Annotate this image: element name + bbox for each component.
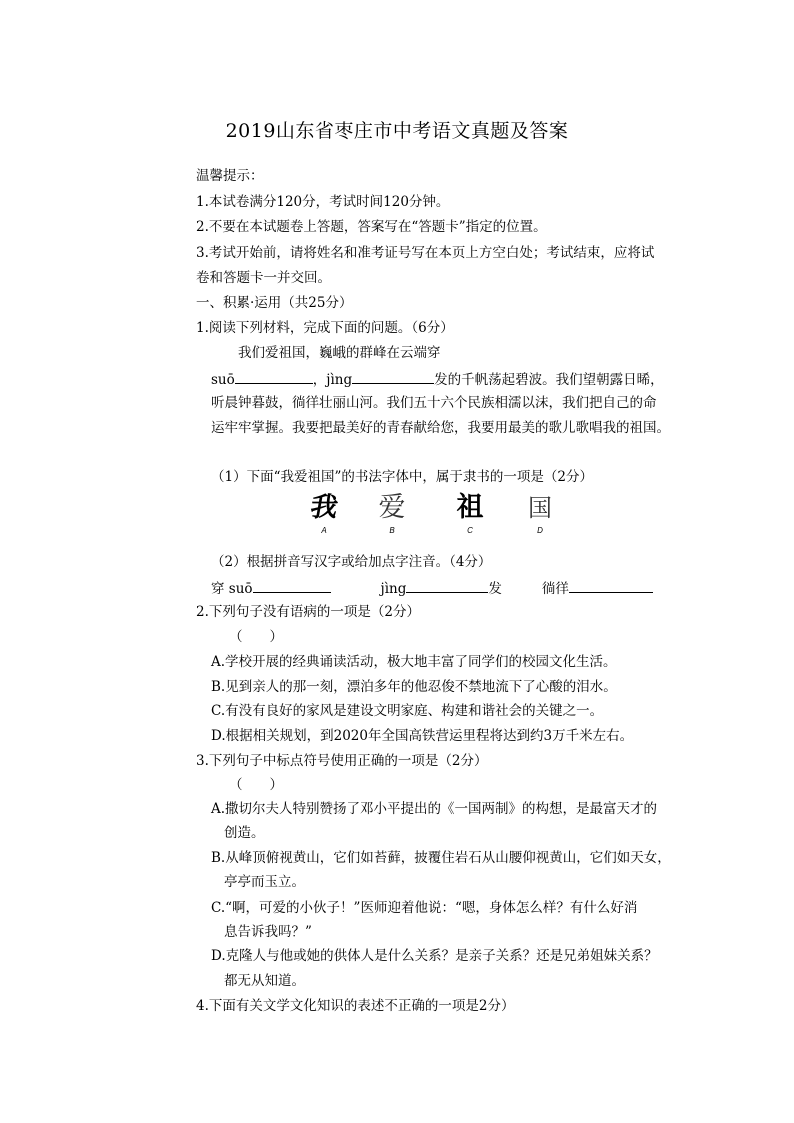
q2-option-c: C.有没有良好的家风是建设文明家庭、构建和谐社会的关键之一。 [211,703,604,719]
q2-option-a: A.学校开展的经典诵读活动，极大地丰富了同学们的校园文化生活。 [211,654,617,670]
calligraphy-option-b [362,492,422,535]
option-label: C [467,526,473,535]
notice-item-2: 2.不要在本试题卷上答题，答案写在“答题卡”指定的位置。 [196,219,547,235]
fill-label-fa: 发 [488,581,502,597]
q3-option-a-cont: 创造。 [224,825,265,841]
q3-option-a: A.撒切尔夫人特别赞扬了邓小平提出的《一国两制》的构想，是最富天才的 [211,801,658,817]
pinyin-jing: ，jìng [312,372,353,388]
q2-stem: 2.下列句子没有语病的一项是（2分） [196,604,420,620]
q3-option-b-cont: 亭亭而玉立。 [224,874,305,890]
answer-blank-changyang[interactable] [569,578,653,593]
q1-sub2: （2）根据拼音写汉字或给加点字注音。（4分） [211,554,492,570]
q1-passage-line-2 [211,369,664,389]
fill-label-jing: jìng [380,581,407,597]
option-label: B [389,526,395,535]
section-heading: 一、积累·运用（共25分） [196,295,353,311]
q2-option-d: D.根据相关规划，到2020年全国高铁营运里程将达到约3万千米左右。 [211,728,634,744]
calligraphy-option-a [294,492,354,535]
q3-option-c: C.“啊，可爱的小伙子！”医师迎着他说：“嗯，身体怎么样？有什么好消 [211,900,638,916]
calligraphy-option-c [440,492,500,535]
calligraphy-option-d [510,492,570,535]
q1-fill-line [211,578,653,598]
calligraphy-char: 国 [528,494,552,522]
calligraphy-char: 我 [307,492,341,523]
fill-label-changyang: 徜徉 [541,581,569,597]
q2-answer-paren: （ ） [229,629,283,645]
notice-item-3: 3.考试开始前，请将姓名和准考证号写在本页上方空白处；考试结束，应将试 [196,245,655,261]
q1-stem: 1.阅读下列材料，完成下面的问题。（6分） [196,320,454,336]
answer-blank-suo-2[interactable] [253,578,331,593]
calligraphy-char: 爱 [378,492,406,523]
q1-passage-line-3: 听晨钟暮鼓，徜徉壮丽山河。我们五十六个民族相濡以沫，我们把自己的命 [211,395,657,411]
answer-blank-jing[interactable] [352,369,434,384]
q3-answer-paren: （ ） [229,777,283,793]
q3-stem: 3.下列句子中标点符号使用正确的一项是（2分） [196,753,488,769]
q4-stem: 4.下面有关文学文化知识的表述不正确的一项是2分） [196,998,515,1014]
option-label: D [537,526,543,535]
q1-sub1: （1）下面“我爱祖国”的书法字体中，属于隶书的一项是（2分） [211,469,593,485]
notice-heading: 温馨提示： [196,168,264,184]
q1-passage-line-4: 运牢牢掌握。我要把最美好的青春献给您，我要用最美的歌儿歌唱我的祖国。 [211,420,670,436]
q3-option-b: B.从峰顶俯视黄山，它们如苔藓，披覆住岩石从山腰仰视黄山，它们如天女， [211,850,671,866]
fill-label-suo: 穿 suō [211,581,253,597]
pinyin-suo: suō [211,372,235,388]
q3-option-d: D.克隆人与他或她的供体人是什么关系？是亲子关系？还是兄弟姐妹关系？ [211,948,658,964]
q1-passage-line-1: 我们爱祖国，巍峨的群峰在云端穿 [238,345,441,361]
option-label: A [321,526,327,535]
q2-option-b: B.见到亲人的那一刻，漂泊多年的他忍俊不禁地流下了心酸的泪水。 [211,679,617,695]
q3-option-d-cont: 都无从知道。 [224,973,305,989]
calligraphy-char: 祖 [456,492,484,523]
notice-item-3-cont: 卷和答题卡一并交回。 [196,270,331,286]
page-title: 2019山东省枣庄市中考语文真题及答案 [225,120,569,142]
notice-item-1: 1.本试卷满分120分，考试时间120分钟。 [196,194,450,210]
passage-text: 发的千帆荡起碧波。我们望朝露日晞， [434,372,664,388]
answer-blank-suo[interactable] [235,369,313,384]
answer-blank-jing-2[interactable] [406,578,488,593]
q3-option-c-cont: 息告诉我吗？” [224,924,312,940]
